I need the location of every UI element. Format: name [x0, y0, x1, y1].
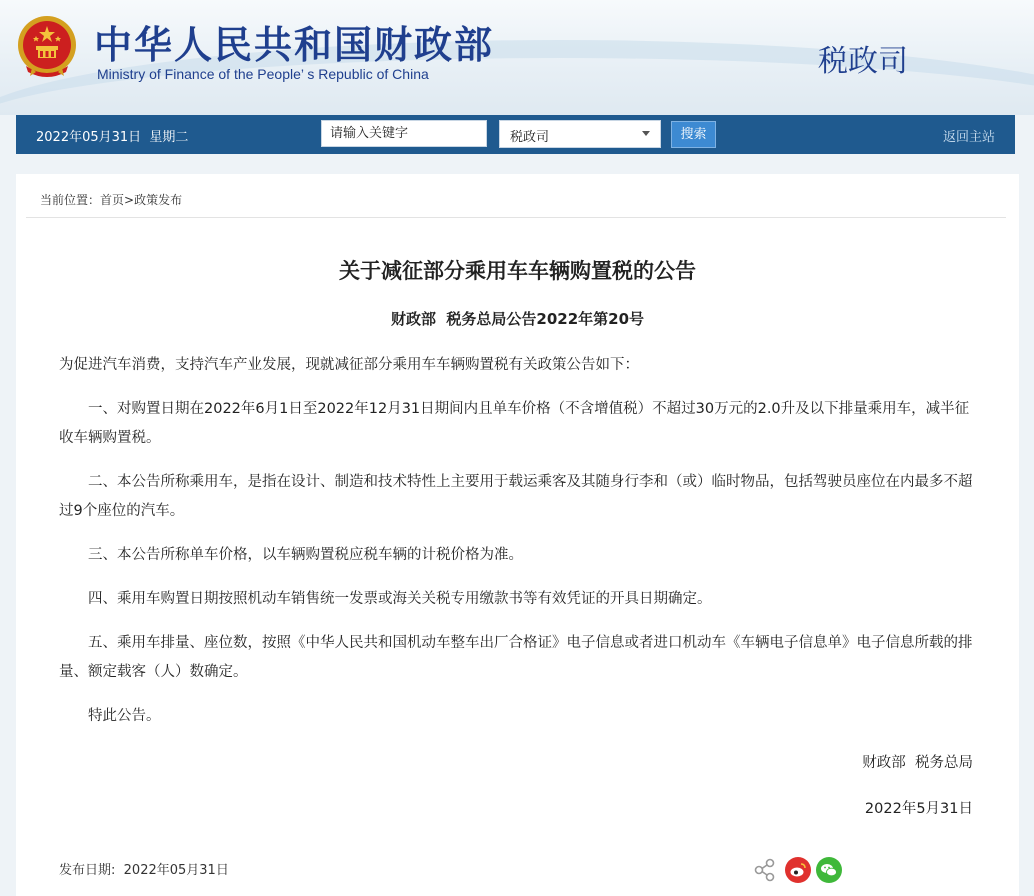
share-icon[interactable] — [752, 857, 778, 883]
article-paragraph: 二、本公告所称乘用车，是指在设计、制造和技术特性上主要用于载运乘客及其随身行李和（或）临时物品，包括驾驶员座位在内最多不超过9个座位的汽车。 — [59, 474, 973, 519]
article-paragraph: 五、乘用车排量、座位数，按照《中华人民共和国机动车整车出厂合格证》电子信息或者进口机动车《车辆电子信息单》电子信息所载的排量、额定载客（人）数确定。 — [59, 635, 973, 680]
article-paragraph: 四、乘用车购置日期按照机动车销售统一发票或海关关税专用缴款书等有效凭证的开具日期确定。 — [88, 591, 712, 607]
article-paragraph: 一、对购置日期在2022年6月1日至2022年12月31日期间内且单车价格（不含增值税）不超过30万元的2.0升及以下排量乘用车，减半征收车辆购置税。 — [59, 401, 970, 446]
chevron-down-icon — [642, 131, 650, 136]
article-sign-date: 2022年5月31日 — [864, 801, 973, 817]
article-signature: 财政部 税务总局 — [862, 755, 973, 771]
article-panel — [16, 174, 1019, 896]
divider — [26, 217, 1006, 218]
breadcrumb-section[interactable]: 政策发布 — [134, 193, 183, 207]
weibo-icon[interactable] — [785, 857, 811, 883]
article-paragraph: 特此公告。 — [88, 708, 161, 724]
national-emblem-icon[interactable] — [16, 14, 78, 80]
department-select-value: 税政司 — [510, 130, 550, 145]
article-intro: 为促进汽车消费，支持汽车产业发展，现就减征部分乘用车车辆购置税有关政策公告如下： — [59, 357, 639, 373]
breadcrumb — [40, 191, 182, 208]
site-title-en[interactable]: Ministry of Finance of the People’ s Republic of China — [97, 66, 429, 82]
article-subtitle: 财政部 税务总局公告2022年第20号 — [390, 310, 645, 328]
top-nav-bar — [16, 115, 1015, 154]
publish-date-label: 发布日期: — [59, 863, 116, 878]
department-select[interactable] — [499, 120, 661, 148]
publish-date — [59, 859, 229, 878]
search-input[interactable] — [321, 120, 487, 147]
breadcrumb-label: 当前位置： — [40, 193, 101, 207]
return-home-link[interactable]: 返回主站 — [942, 130, 995, 145]
article-paragraph: 三、本公告所称单车价格，以车辆购置税应税车辆的计税价格为准。 — [88, 547, 523, 563]
search-button[interactable]: 搜索 — [671, 121, 716, 148]
department-name: 税政司 — [818, 44, 908, 79]
site-header — [0, 0, 1034, 115]
breadcrumb-separator: > — [124, 193, 135, 207]
publish-date-value: 2022年05月31日 — [123, 863, 229, 878]
current-date: 2022年05月31日 星期二 — [36, 130, 189, 145]
article-body — [59, 351, 979, 746]
site-title-cn[interactable]: 中华人民共和国财政部 — [94, 23, 495, 67]
breadcrumb-home[interactable]: 首页 — [100, 193, 125, 207]
wechat-icon[interactable] — [816, 857, 842, 883]
article-title: 关于减征部分乘用车车辆购置税的公告 — [339, 259, 696, 283]
